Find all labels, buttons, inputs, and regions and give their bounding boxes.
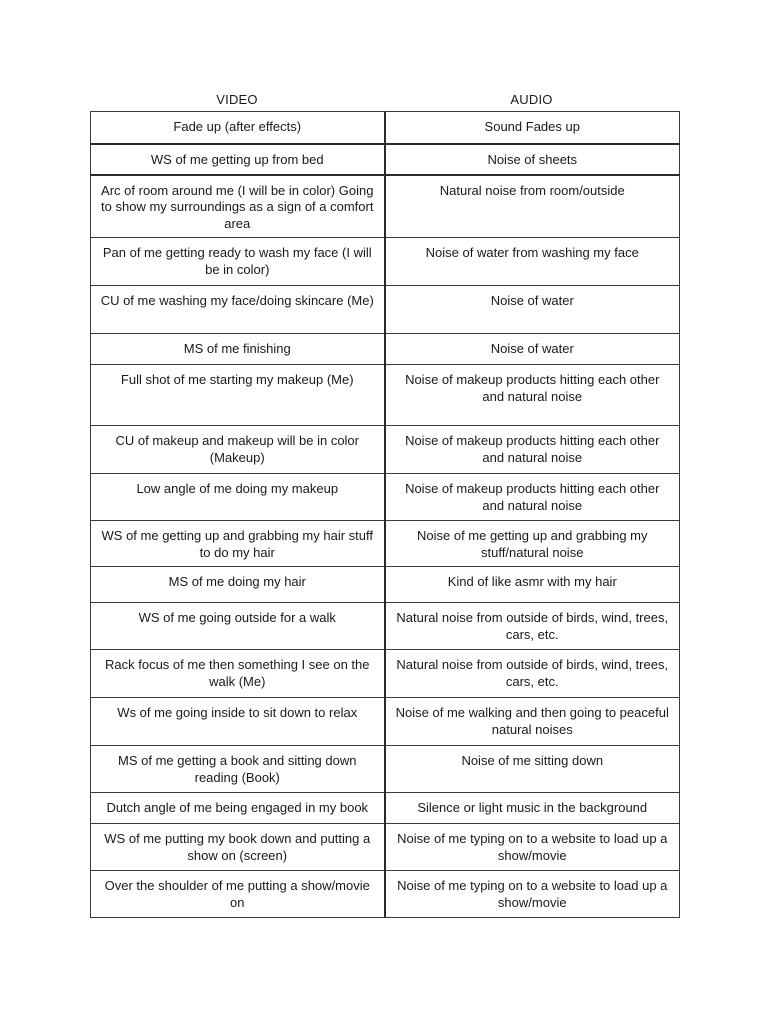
video-cell: Arc of room around me (I will be in color) Going to show my surroundings as a sign of a comfort area [91,175,385,238]
audio-cell: Silence or light music in the background [385,793,680,824]
table-row [91,603,680,650]
audio-cell: Noise of me typing on to a website to load up a show/movie [385,824,680,871]
table-row [91,474,680,521]
audio-cell: Noise of me sitting down [385,746,680,793]
table-row [91,746,680,793]
video-cell: Ws of me going inside to sit down to relax [91,698,385,746]
column-headers [90,92,679,110]
audio-cell: Noise of me walking and then going to peaceful natural noises [385,698,680,746]
audio-cell: Natural noise from outside of birds, wind, trees, cars, etc. [385,650,680,698]
audio-cell: Kind of like asmr with my hair [385,567,680,603]
table-row [91,871,680,918]
audio-cell: Noise of water [385,286,680,334]
table-row [91,521,680,567]
table-row [91,365,680,426]
video-cell: MS of me getting a book and sitting down reading (Book) [91,746,385,793]
shot-list-table [90,111,680,918]
audio-cell: Noise of water [385,334,680,365]
video-cell: Over the shoulder of me putting a show/movie on [91,871,385,918]
table-row [91,650,680,698]
table-row [91,112,680,144]
table-row [91,824,680,871]
audio-cell: Noise of makeup products hitting each other and natural noise [385,426,680,474]
audio-cell: Sound Fades up [385,112,680,144]
audio-cell: Noise of me getting up and grabbing my stuff/natural noise [385,521,680,567]
video-cell: WS of me going outside for a walk [91,603,385,650]
table-row [91,144,680,175]
table-row [91,286,680,334]
video-cell: CU of makeup and makeup will be in color (Makeup) [91,426,385,474]
audio-cell: Noise of me typing on to a website to load up a show/movie [385,871,680,918]
audio-cell: Noise of water from washing my face [385,238,680,286]
audio-column-header: AUDIO [510,92,553,107]
video-cell: MS of me doing my hair [91,567,385,603]
video-cell: CU of me washing my face/doing skincare (Me) [91,286,385,334]
table-row [91,698,680,746]
video-cell: MS of me finishing [91,334,385,365]
table-row [91,238,680,286]
video-column-header: VIDEO [216,92,258,107]
video-cell: Pan of me getting ready to wash my face (I will be in color) [91,238,385,286]
video-cell: WS of me getting up from bed [91,144,385,175]
video-cell: Rack focus of me then something I see on the walk (Me) [91,650,385,698]
table-row [91,793,680,824]
audio-cell: Natural noise from outside of birds, wind, trees, cars, etc. [385,603,680,650]
table-row [91,175,680,238]
video-cell: Fade up (after effects) [91,112,385,144]
table-row [91,334,680,365]
audio-cell: Noise of makeup products hitting each other and natural noise [385,365,680,426]
video-cell: WS of me getting up and grabbing my hair stuff to do my hair [91,521,385,567]
video-cell: Low angle of me doing my makeup [91,474,385,521]
video-cell: Full shot of me starting my makeup (Me) [91,365,385,426]
table-row [91,567,680,603]
audio-cell: Noise of makeup products hitting each other and natural noise [385,474,680,521]
video-cell: WS of me putting my book down and putting a show on (screen) [91,824,385,871]
table-row [91,426,680,474]
audio-cell: Noise of sheets [385,144,680,175]
video-cell: Dutch angle of me being engaged in my book [91,793,385,824]
audio-cell: Natural noise from room/outside [385,175,680,238]
